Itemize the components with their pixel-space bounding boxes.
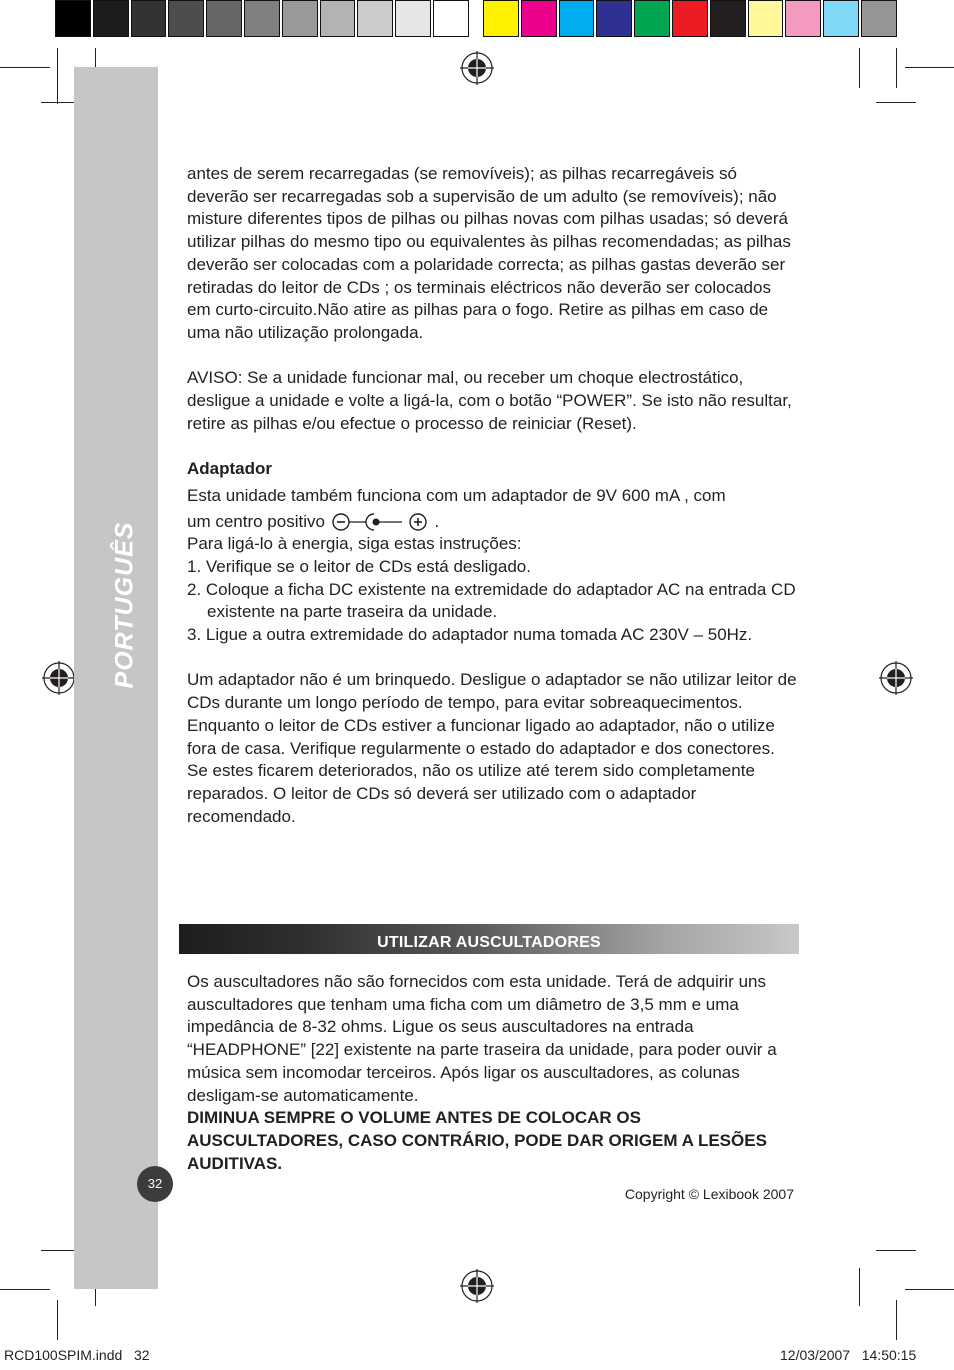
- page-number-badge: 32: [137, 1166, 173, 1202]
- adaptador-intro: Esta unidade também funciona com um adaptador de 9V 600 mA , com: [187, 485, 726, 505]
- adaptador-heading: Adaptador: [187, 459, 272, 479]
- headphones-paragraph: Os auscultadores não são fornecidos com esta unidade. Terá de adquirir uns auscultadores que tenham uma ficha com um diâmetro de 3,5 mm e uma impedância de 8-32 ohms. Ligue os seus auscultadores na entrada “HEADPHONE” [22] existente na parte traseira da unidade, para poder ouvir a música sem incomodar terceiros. Após ligar os auscultadores, as colunas desligam-se automaticamente.: [187, 972, 777, 1105]
- color-swatch: [244, 0, 280, 37]
- color-swatch: [357, 0, 393, 37]
- registration-mark-icon: [460, 51, 494, 85]
- volume-warning: DIMINUA SEMPRE O VOLUME ANTES DE COLOCAR OS AUSCULTADORES, CASO CONTRÁRIO, PODE DAR ORIGEM A LESÕES AUDITIVAS.: [187, 1108, 767, 1173]
- polarity-line: [187, 511, 799, 534]
- print-slug-file: RCD100SPIM.indd 32: [4, 1347, 150, 1363]
- color-swatch: [748, 0, 784, 37]
- color-swatch: [93, 0, 129, 37]
- registration-mark-icon: [879, 661, 913, 695]
- color-swatch: [433, 0, 469, 37]
- registration-mark-icon: [42, 661, 76, 695]
- section-header-bar: [179, 924, 799, 954]
- grayscale-calibration-bar: [55, 0, 471, 38]
- section-title: UTILIZAR AUSCULTADORES: [377, 934, 601, 951]
- color-swatch: [521, 0, 557, 37]
- instruction-step: 3. Ligue a outra extremidade do adaptador numa tomada AC 230V – 50Hz.: [187, 625, 753, 645]
- instructions-intro: Para ligá-lo à energia, siga estas instruções:: [187, 534, 522, 554]
- color-swatch: [168, 0, 204, 37]
- color-swatch: [861, 0, 897, 37]
- center-positive-polarity-icon: [332, 511, 428, 533]
- color-swatch: [634, 0, 670, 37]
- color-swatch: [710, 0, 746, 37]
- color-swatch: [559, 0, 595, 37]
- print-slug-date: 12/03/2007 14:50:15: [780, 1347, 917, 1363]
- polarity-prefix: um centro positivo: [187, 511, 325, 531]
- polarity-suffix: .: [434, 511, 440, 531]
- headphones-text: [187, 971, 799, 1175]
- color-swatch: [596, 0, 632, 37]
- instruction-step: 2. Coloque a ficha DC existente na extremidade do adaptador AC na entrada CD existente na parte traseira da unidade.: [187, 579, 796, 622]
- color-swatch: [131, 0, 167, 37]
- adapter-warning-paragraph: Um adaptador não é um brinquedo. Desligue o adaptador se não utilizar leitor de CDs durante um longo período de tempo, para evitar sobreaquecimentos. Enquanto o leitor de CDs estiver a funcionar ligado ao adaptador, não o utilize fora de casa. Verifique regularmente o estado do adaptador e dos conectores. Se estes ficarem deteriorados, não os utilize até terem sido completamente reparados. O leitor de CDs só deverá ser utilizado com o adaptador recomendado.: [187, 670, 797, 826]
- color-swatch: [823, 0, 859, 37]
- aviso-paragraph: AVISO: Se a unidade funcionar mal, ou receber um choque electrostático, desligue a unidade e volte a ligá-la, com o botão “POWER”. Se isto não resultar, retire as pilhas e/ou efectue o processo de reiniciar (Reset).: [187, 368, 792, 433]
- color-calibration-bar: [483, 0, 899, 38]
- color-swatch: [483, 0, 519, 37]
- copyright-notice: Copyright © Lexibook 2007: [624, 1186, 794, 1202]
- registration-mark-icon: [460, 1269, 494, 1303]
- battery-paragraph: antes de serem recarregadas (se removíveis); as pilhas recarregáveis só deverão ser recarregadas sob a supervisão de um adulto (se removíveis); não misture diferentes tipos de pilhas ou pilhas novas com pilhas usadas; só deverá utilizar pilhas do mesmo tipo ou equivalentes às pilhas recomendadas; as pilhas deverão ser colocadas com a polaridade correcta; as pilhas gastas deverão ser retiradas do leitor de CDs ; os terminais eléctricos não deverão ser colocados em curto-circuito.Não atire as pilhas para o fogo. Retire as pilhas em caso de uma não utilização prolongada.: [187, 164, 791, 342]
- color-swatch: [320, 0, 356, 37]
- main-text: [187, 163, 799, 828]
- color-swatch: [672, 0, 708, 37]
- color-swatch: [785, 0, 821, 37]
- color-swatch: [282, 0, 318, 37]
- color-swatch: [206, 0, 242, 37]
- sidebar-language-label: PORTUGUÊS: [110, 521, 139, 689]
- instruction-step: 1. Verifique se o leitor de CDs está desligado.: [187, 556, 531, 576]
- color-swatch: [395, 0, 431, 37]
- color-swatch: [55, 0, 91, 37]
